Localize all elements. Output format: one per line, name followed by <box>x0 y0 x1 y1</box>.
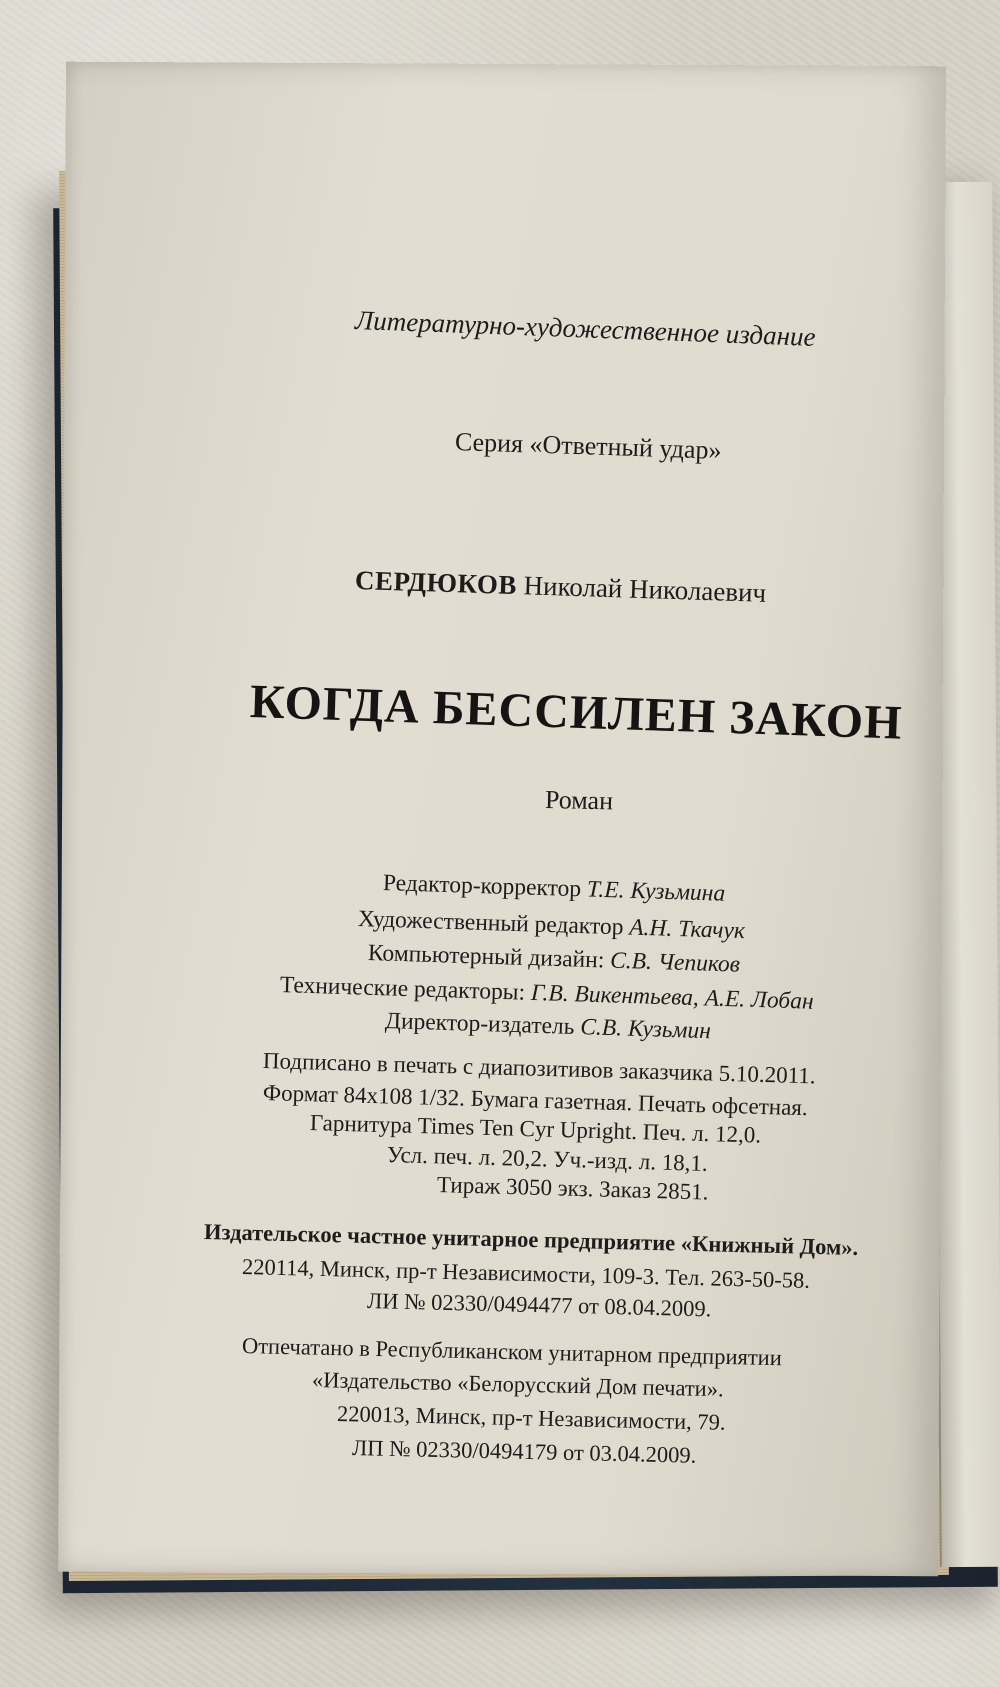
credit-role: Художественный редактор <box>357 906 624 941</box>
author-given-names: Николай Николаевич <box>523 570 767 608</box>
publisher-address: 220114, Минск, пр-т Независимости, 109-3. Тел. 263-50-58. <box>241 1254 811 1293</box>
book-genre: Роман <box>544 785 614 816</box>
publisher-license: ЛИ № 02330/0494477 от 08.04.2009. <box>366 1288 712 1322</box>
publisher-name: Издательское частное унитарное предприятие «Книжный Дом». <box>203 1219 859 1260</box>
credit-name: С.В. Кузьмин <box>579 1014 712 1045</box>
printer-line: Отпечатано в Республиканском унитарном предприятии <box>241 1333 783 1371</box>
printer-license: ЛП № 02330/0494179 от 03.04.2009. <box>351 1435 697 1468</box>
credit-name: С.В. Чепиков <box>609 947 741 978</box>
printer-name: «Издательство «Белорусский Дом печати». <box>311 1367 724 1402</box>
credit-name: А.Н. Ткачук <box>628 914 746 945</box>
credit-role: Редактор-корректор <box>382 870 582 903</box>
print-detail-line: Тираж 3050 экз. Заказ 2851. <box>436 1172 709 1205</box>
author-surname: СЕРДЮКОВ <box>354 565 518 601</box>
credit-role: Компьютерный дизайн: <box>367 940 605 974</box>
series-name: Серия «Ответный удар» <box>454 427 723 465</box>
printer-address: 220013, Минск, пр-т Независимости, 79. <box>336 1401 726 1435</box>
print-detail-line: Формат 84х108 1/32. Бумага газетная. Печать офсетная. <box>262 1080 809 1121</box>
print-detail-line: Подписано в печать с диапозитивов заказчика 5.10.2011. <box>262 1048 816 1089</box>
credit-role: Технические редакторы: <box>279 972 526 1006</box>
credit-role: Директор-издатель <box>384 1008 575 1040</box>
print-detail-line: Усл. печ. л. 20,2. Уч.-изд. л. 18,1. <box>386 1142 709 1176</box>
edition-type: Литературно-художественное издание <box>354 305 817 352</box>
book-title: КОГДА БЕССИЛЕН ЗАКОН <box>249 675 904 750</box>
credit-name: Т.Е. Кузьмина <box>586 876 726 907</box>
credit-name: Г.В. Викентьева, А.Е. Лобан <box>530 979 814 1015</box>
print-detail-line: Гарнитура Times Ten Cyr Upright. Печ. л. 12,0. <box>309 1110 762 1148</box>
